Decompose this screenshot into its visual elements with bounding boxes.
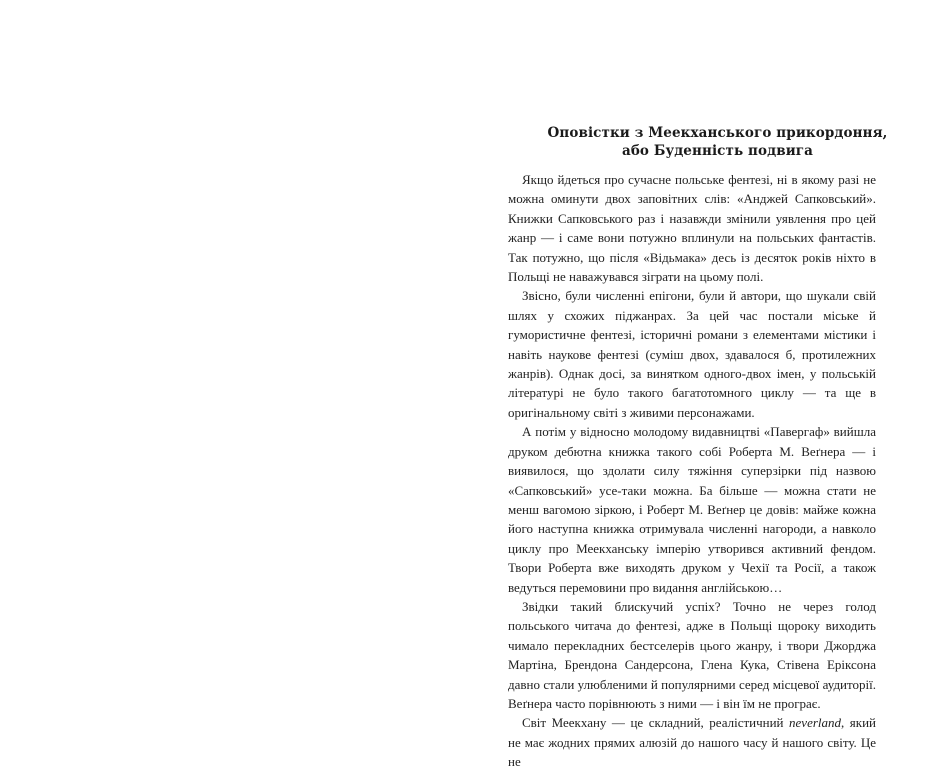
chapter-title [510, 124, 925, 160]
chapter-title-line-2: або Буденність подвига [621, 143, 814, 159]
left-page-blank [0, 0, 466, 700]
paragraph-3: А потім у відносно молодому видавництві «Павергаф» вийшла друком дебютна книжка такого собі Роберта М. Веґнера — і виявилося, що здолати силу тяжіння суперзірки під назвою «Сапковський» усе-таки можна. Ба більше — можна стати не менш вагомою зіркою, і Роберт М. Веґнер це довів: майже кожна його наступна книжка отримувала численні нагороди, а навколо циклу про Меекханську імперію утворився активний фендом. Твори Роберта вже виходять друком у Чехії та Росії, а також ведуться перемовини про видання англійською… [508, 424, 876, 595]
paragraph-5 [508, 713, 876, 771]
paragraph-4: Звідки такий блискучий успіх? Точно не через голод польського читача до фентезі, адже в Польщі щороку виходить чимало перекладних бестселерів цього жанру, і твори Джорджа Мартіна, Брендона Сандерсона, Глена Кука, Стівена Еріксона давно стали улюбленими й популярними серед місцевої аудиторії. Веґнера часто порівнюють з ними — і він їм не програє. [508, 598, 876, 711]
paragraph-5-after: , який не має жодних прямих алюзій до нашого часу й нашого світу. Це не [508, 715, 876, 770]
chapter-title-line-1: Оповістки з Меекханського прикордоння, [547, 125, 888, 141]
paragraph-2: Звісно, були численні епігони, були й автори, що шукали свій шлях у схожих піджанрах. За цей час постали міське й гумористичне фентезі, історичні романи з елементами містики і навіть наукове фентезі (суміш двох, здавалося б, протилежних жанрів). Однак досі, за винятком одного-двох імен, у польській літературі не було такого багатотомного циклу — та ще в оригінальному світі з живими персонажами. [508, 288, 876, 420]
paragraph-5-italic: neverland [789, 715, 842, 731]
chapter-body [508, 170, 876, 772]
paragraph-5-before: Світ Меекхану — це складний, реалістичний [522, 715, 790, 731]
paragraph-1: Якщо йдеться про сучасне польське фентезі, ні в якому разі не можна оминути двох заповітних слів: «Анджей Сапковський». Книжки Сапковського раз і назавжди змінили уявлення про цей жанр — і саме вони потужно вплинули на польських фантастів. Так потужно, що після «Відьмака» десь із десяток років ніхто в Польщі не наважувався зіграти на цьому полі. [508, 172, 876, 285]
